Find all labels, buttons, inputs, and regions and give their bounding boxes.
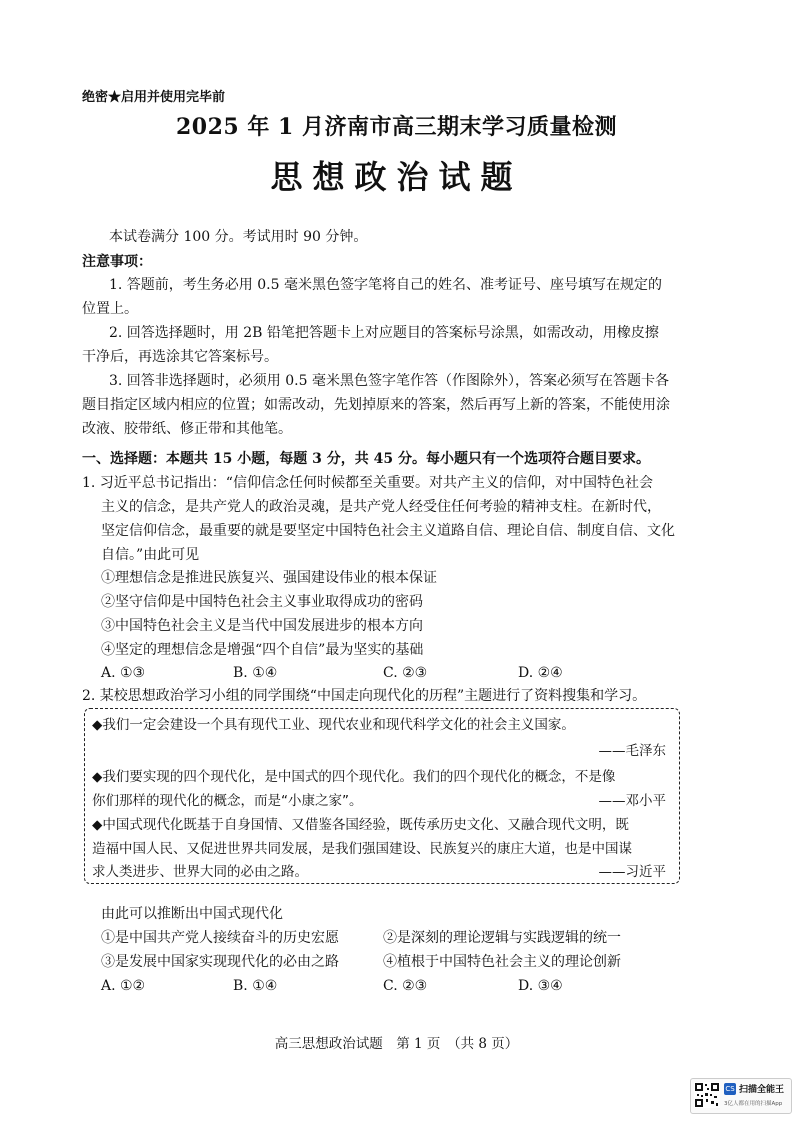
note-3-line-3: 改液、胶带纸、修正带和其他笔。	[82, 421, 292, 437]
exam-title: 2025 年 1 月济南市高三期末学习质量检测	[175, 114, 618, 140]
scanner-app-tagline: 3亿人都在用的扫描App	[724, 1101, 783, 1107]
scoring-info: 本试卷满分 100 分。考试用时 90 分钟。	[109, 229, 368, 245]
q2-statement-4: ④植根于中国特色社会主义的理论创新	[383, 954, 621, 970]
q2-option-c: C. ②③	[383, 978, 428, 994]
quote-3-line-1: ◆中国式现代化既基于自身国情、又借鉴各国经验，既传承历史文化、又融合现代文明，既	[92, 817, 629, 833]
note-1-line-2: 位置上。	[82, 301, 138, 317]
quote-2-line-2: 你们那样的现代化的概念，而是“小康之家”。	[92, 793, 363, 809]
q1-statement-4: ④坚定的理想信念是增强“四个自信”最为坚实的基础	[101, 642, 424, 658]
scanner-watermark	[690, 1078, 792, 1114]
q2-statement-2: ②是深刻的理论逻辑与实践逻辑的统一	[383, 930, 621, 946]
q1-stem-line-1: 1. 习近平总书记指出：“信仰信念任何时候都至关重要。对共产主义的信仰，对中国特色社会	[82, 475, 653, 491]
page-footer: 高三思想政治试题 第 1 页 （共 8 页）	[274, 1036, 519, 1052]
note-2-line-2: 干净后，再选涂其它答案标号。	[82, 349, 278, 365]
subject-title: 思想政治试题	[270, 158, 523, 196]
notes-heading: 注意事项：	[82, 254, 152, 270]
q1-option-d: D. ②④	[518, 665, 563, 681]
note-3-line-1: 3. 回答非选择题时，必须用 0.5 毫米黑色签字笔作答（作图除外），答案必须写在答题卡各	[109, 373, 669, 389]
quote-3-line-2: 造福中国人民、又促进世界共同发展，是我们强国建设、民族复兴的康庄大道，也是中国谋	[92, 841, 632, 857]
q2-option-a: A. ①②	[101, 978, 146, 994]
quote-1-line-1: ◆我们一定会建设一个具有现代工业、现代农业和现代科学文化的社会主义国家。	[92, 717, 575, 733]
qr-code-icon	[694, 1082, 720, 1108]
section-1-heading: 一、选择题：本题共 15 小题，每题 3 分，共 45 分。每小题只有一个选项符合题目要求。	[82, 451, 650, 467]
note-3-line-2: 题目指定区域内相应的位置；如需改动，先划掉原来的答案，然后再写上新的答案，不能使用涂	[82, 397, 670, 413]
q2-lead: 由此可以推断出中国式现代化	[101, 906, 283, 922]
note-1-line-1: 1. 答题前，考生务必用 0.5 毫米黑色签字笔将自己的姓名、准考证号、座号填写在规定的	[109, 277, 662, 293]
scanner-app-name: 扫描全能王	[739, 1085, 785, 1095]
q2-option-d: D. ③④	[518, 978, 563, 994]
q2-option-b: B. ①④	[233, 978, 278, 994]
quote-3-author: ——习近平	[598, 864, 666, 880]
q1-stem-line-3: 坚定信仰信念，最重要的就是要坚定中国特色社会主义道路自信、理论自信、制度自信、文化	[101, 523, 675, 539]
q1-option-a: A. ①③	[101, 665, 146, 681]
q1-option-c: C. ②③	[383, 665, 428, 681]
quote-2-line-1: ◆我们要实现的四个现代化，是中国式的四个现代化。我们的四个现代化的概念，不是像	[92, 769, 616, 785]
camscanner-logo-icon: CS	[725, 1085, 735, 1093]
q1-statement-3: ③中国特色社会主义是当代中国发展进步的根本方向	[101, 618, 423, 634]
confidential-label: 绝密★启用并使用完毕前	[82, 90, 226, 105]
q2-stem: 2. 某校思想政治学习小组的同学围绕“中国走向现代化的历程”主题进行了资料搜集和学习。	[82, 688, 647, 704]
note-2-line-1: 2. 回答选择题时，用 2B 铅笔把答题卡上对应题目的答案标号涂黑，如需改动，用橡皮擦	[109, 325, 659, 341]
q1-statement-2: ②坚守信仰是中国特色社会主义事业取得成功的密码	[101, 594, 423, 610]
quote-2-author: ——邓小平	[598, 793, 666, 809]
q2-statement-1: ①是中国共产党人接续奋斗的历史宏愿	[101, 930, 339, 946]
q1-statement-1: ①理想信念是推进民族复兴、强国建设伟业的根本保证	[101, 570, 437, 586]
q1-option-b: B. ①④	[233, 665, 278, 681]
q1-stem-line-2: 主义的信念，是共产党人的政治灵魂，是共产党人经受住任何考验的精神支柱。在新时代，	[101, 499, 661, 515]
q2-statement-3: ③是发展中国家实现现代化的必由之路	[101, 954, 339, 970]
quote-1-author: ——毛泽东	[598, 743, 666, 759]
quote-3-line-3: 求人类进步、世界大同的必由之路。	[92, 864, 308, 880]
q1-stem-line-4: 自信。”由此可见	[101, 547, 200, 563]
